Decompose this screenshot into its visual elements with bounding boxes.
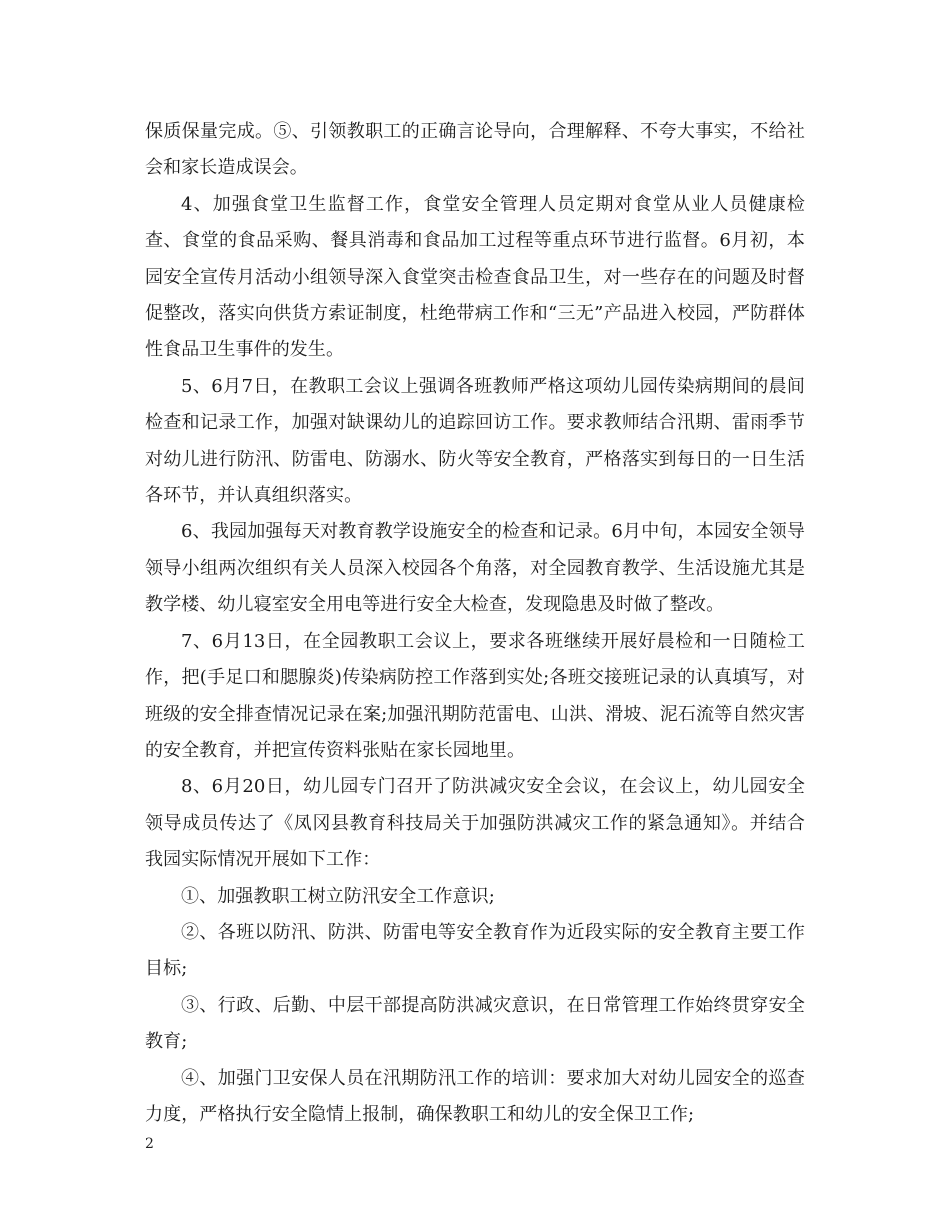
paragraph-6: 8、6月20日，幼儿园专门召开了防洪减灾安全会议，在会议上，幼儿园安全领导成员传达了《凤冈县教育科技局关于加强防洪减灾工作的紧急通知》。并结合我园实际情况开展如下工作：: [145, 776, 805, 871]
paragraph-10: ④、加强门卫安保人员在汛期防汛工作的培训：要求加大对幼儿园安全的巡查力度，严格执行安全隐情上报制，确保教职工和幼儿的安全保卫工作;: [145, 1067, 805, 1125]
paragraph-4: 6、我园加强每天对教育教学设施安全的检查和记录。6月中旬，本园安全领导领导小组两次组织有关人员深入校园各个角落，对全园教育教学、生活设施尤其是教学楼、幼儿寝室安全用电等进行安全大检查，发现隐患及时做了整改。: [145, 521, 805, 616]
paragraph-3: 5、6月7日，在教职工会议上强调各班教师严格这项幼儿园传染病期间的晨间检查和记录工作，加强对缺课幼儿的追踪回访工作。要求教师结合汛期、雷雨季节对幼儿进行防汛、防雷电、防溺水、防火等安全教育，严格落实到每日的一日生活各环节，并认真组织落实。: [145, 375, 805, 507]
paragraph-2: 4、加强食堂卫生监督工作，食堂安全管理人员定期对食堂从业人员健康检查、食堂的食品采购、餐具消毒和食品加工过程等重点环节进行监督。6月初，本园安全宣传月活动小组领导深入食堂突击检查食品卫生，对一些存在的问题及时督促整改，落实向供货方索证制度，杜绝带病工作和“三无”产品进入校园，严防群体性食品卫生事件的发生。: [145, 193, 805, 361]
page-number: 2: [145, 1136, 154, 1152]
paragraph-1: 保质保量完成。⑤、引领教职工的正确言论导向，合理解释、不夸大事实，不给社会和家长造成误会。: [145, 121, 805, 179]
paragraph-5: 7、6月13日，在全园教职工会议上，要求各班继续开展好晨检和一日随检工作，把(手足口和腮腺炎)传染病防控工作落到实处;各班交接班记录的认真填写，对班级的安全排查情况记录在案;加强汛期防范雷电、山洪、滑坡、泥石流等自然灾害的安全教育，并把宣传资料张贴在家长园地里。: [145, 630, 805, 761]
document-body: [145, 114, 805, 1133]
paragraph-9: ③、行政、后勤、中层干部提高防洪减灾意识，在日常管理工作始终贯穿安全教育;: [145, 994, 805, 1053]
paragraph-7: ①、加强教职工树立防汛安全工作意识;: [181, 885, 495, 907]
paragraph-8: ②、各班以防汛、防洪、防雷电等安全教育作为近段实际的安全教育主要工作目标;: [145, 921, 805, 980]
